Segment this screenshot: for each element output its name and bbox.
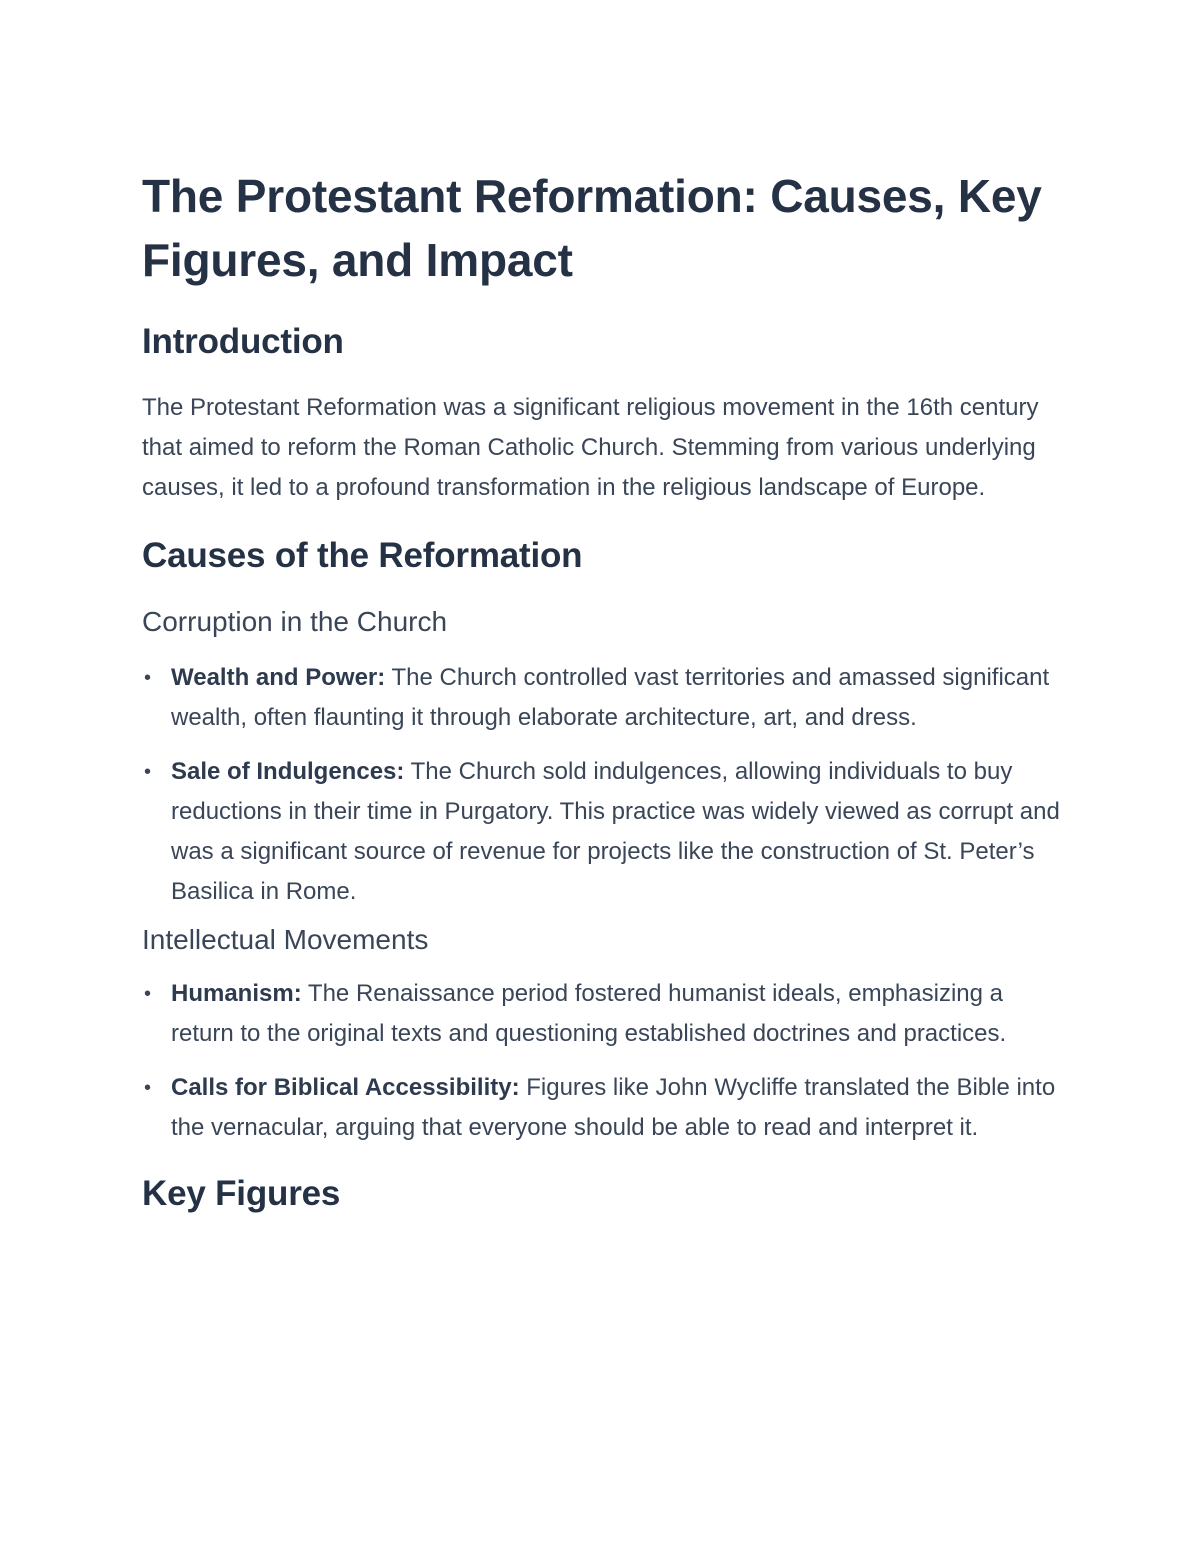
- list-item-text: The Church controlled vast territories and amassed significant wealth, often flaunting it through elaborate architecture, art, and dress.: [171, 664, 1050, 731]
- list-item-text: The Renaissance period fostered humanist ideals, emphasizing a return to the original texts and questioning established doctrines and practices.: [171, 980, 1007, 1047]
- list-item-term: Wealth and Power:: [171, 664, 386, 691]
- list-item-text: The Church sold indulgences, allowing individuals to buy reductions in their time in Purgatory. This practice was widely viewed as corrupt and was a significant source of revenue for projects like the construction of St. Peter’s Basilica in Rome.: [171, 758, 1060, 905]
- list-item: [142, 1068, 1062, 1148]
- list-item: [142, 974, 1062, 1054]
- subsection-heading-intellectual: Intellectual Movements: [142, 924, 429, 955]
- bullet-icon: •: [144, 761, 152, 783]
- list-item: [142, 658, 1062, 738]
- list-item-term: Humanism:: [171, 980, 302, 1007]
- bullet-icon: •: [144, 983, 152, 1005]
- section-heading-causes: Causes of the Reformation: [142, 536, 583, 575]
- introduction-paragraph: The Protestant Reformation was a significant religious movement in the 16th century that aimed to reform the Roman Catholic Church. Stemming from various underlying causes, it led to a profound transformation in the religious landscape of Europe.: [142, 394, 1039, 501]
- bullet-icon: •: [144, 1077, 152, 1099]
- list-item: [142, 752, 1062, 912]
- corruption-list: [142, 658, 1062, 912]
- section-heading-key-figures: Key Figures: [142, 1174, 341, 1213]
- document-title: The Protestant Reformation: Causes, Key Figures, and Impact: [142, 170, 1042, 286]
- intellectual-list: [142, 974, 1062, 1148]
- subsection-heading-corruption: Corruption in the Church: [142, 606, 448, 637]
- list-item-term: Calls for Biblical Accessibility:: [171, 1074, 520, 1101]
- list-item-text: Figures like John Wycliffe translated the Bible into the vernacular, arguing that everyone should be able to read and interpret it.: [171, 1074, 1056, 1141]
- list-item-term: Sale of Indulgences:: [171, 758, 405, 785]
- section-heading-introduction: Introduction: [142, 322, 344, 361]
- bullet-icon: •: [144, 667, 152, 689]
- document-page: [142, 164, 1062, 1214]
